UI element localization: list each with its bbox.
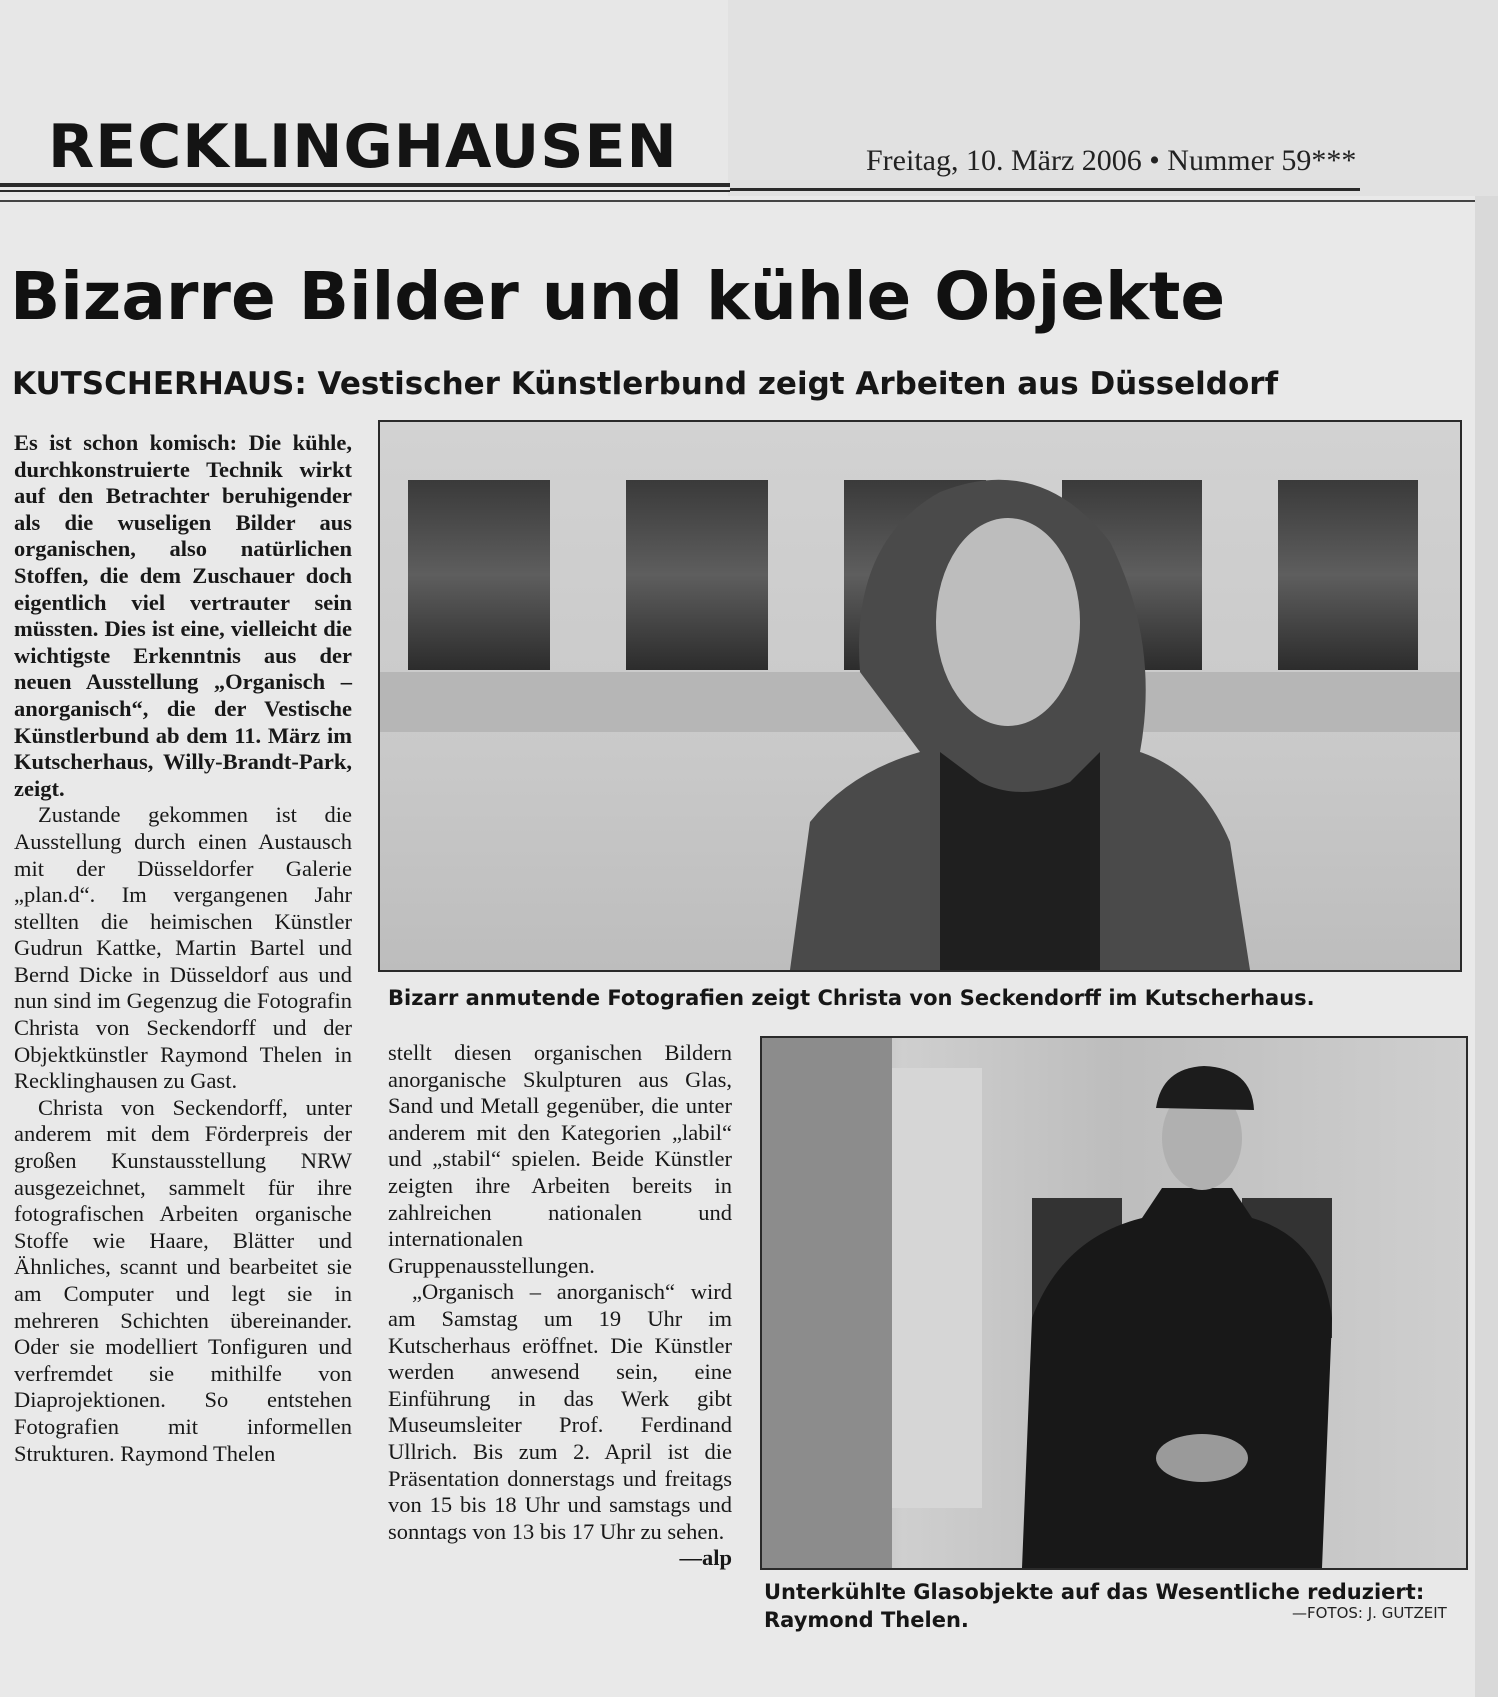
article-paragraph: Zustande gekommen ist die Ausstellung durch einen Austausch mit der Düsseldorfer Galerie „plan.d“. Im vergangenen Jahr stellten die heimischen Künstler Gudrun Kattke, Martin Bartel und Bernd Dicke in Düsseldorf aus und nun sind im Gegenzug die Fotografin Christa von Seckendorff und der Objektkünstler Raymond Thelen in Recklinghausen zu Gast. — [14, 802, 352, 1094]
photo-illustration — [380, 422, 1460, 970]
article-paragraph: Christa von Seckendorff, unter anderem mit dem Förderpreis der großen Kunstausstellung NRW ausgezeichnet, sammelt für ihre fotografischen Arbeiten organische Stoffe wie Haare, Blätter und Ähnliches, scannt und bearbeitet sie am Computer und legt sie in mehreren Schichten übereinander. Oder sie modelliert Tonfiguren und verfremdet sie mithilfe von Diaprojektionen. So entstehen Fotografien mit informellen Strukturen. Raymond Thelen — [14, 1094, 352, 1466]
article-subhead: KUTSCHERHAUS: Vestischer Künstlerbund zeigt Arbeiten aus Düsseldorf — [12, 366, 1279, 402]
photo-caption: Bizarr anmutende Fotografien zeigt Christa von Seckendorff im Kutscherhaus. — [388, 986, 1315, 1010]
article-headline: Bizarre Bilder und kühle Objekte — [10, 258, 1226, 335]
photo-christa-von-seckendorff — [378, 420, 1462, 972]
page-rule — [0, 200, 1475, 202]
photo-credit: —FOTOS: J. GUTZEIT — [1292, 1604, 1447, 1622]
masthead-city: RECKLINGHAUSEN — [48, 112, 678, 182]
article-column-1 — [14, 430, 352, 1467]
photo-raymond-thelen — [760, 1036, 1468, 1570]
article-paragraph: stellt diesen organischen Bildern anorganische Skulpturen aus Glas, Sand und Metall gegenüber, die unter anderem mit den Kategorien „labil“ und „stabil“ spielen. Beide Künstler zeigten ihre Arbeiten bereits in zahlreichen nationalen und internationalen Gruppenausstellungen. — [388, 1040, 732, 1278]
article-lead: Es ist schon komisch: Die kühle, durchkonstruierte Technik wirkt auf den Betrachter beruhigender als die wuseligen Bilder aus organischen, also natürlichen Stoffen, die dem Zuschauer doch eigentlich viel vertrauter sein müssten. Dies ist eine, vielleicht die wichtigste Erkenntnis aus der neuen Ausstellung „Organisch – anorganisch“, die der Vestische Künstlerbund ab dem 11. März im Kutscherhaus, Willy-Brandt-Park, zeigt. — [14, 430, 352, 801]
photo-caption: Unterkühlte Glasobjekte auf das Wesentliche reduziert: Raymond Thelen. — [764, 1580, 1425, 1632]
article-column-2 — [388, 1040, 732, 1572]
masthead-rule-thin — [0, 190, 730, 192]
author-signature: —alp — [679, 1545, 732, 1571]
photo-illustration — [762, 1038, 1466, 1568]
masthead-rule — [0, 183, 730, 187]
masthead-date: Freitag, 10. März 2006 • Nummer 59*** — [866, 144, 1357, 177]
masthead-rule-right — [730, 188, 1360, 191]
article-paragraph: „Organisch – anorganisch“ wird am Samstag um 19 Uhr im Kutscherhaus eröffnet. Die Künstler werden anwesend sein, eine Einführung in das Werk gibt Museumsleiter Prof. Ferdinand Ullrich. Bis zum 2. April ist die Präsentation donnerstags und freitags von 15 bis 18 Uhr und samstags und sonntags von 13 bis 17 Uhr zu sehen. — [388, 1279, 732, 1544]
